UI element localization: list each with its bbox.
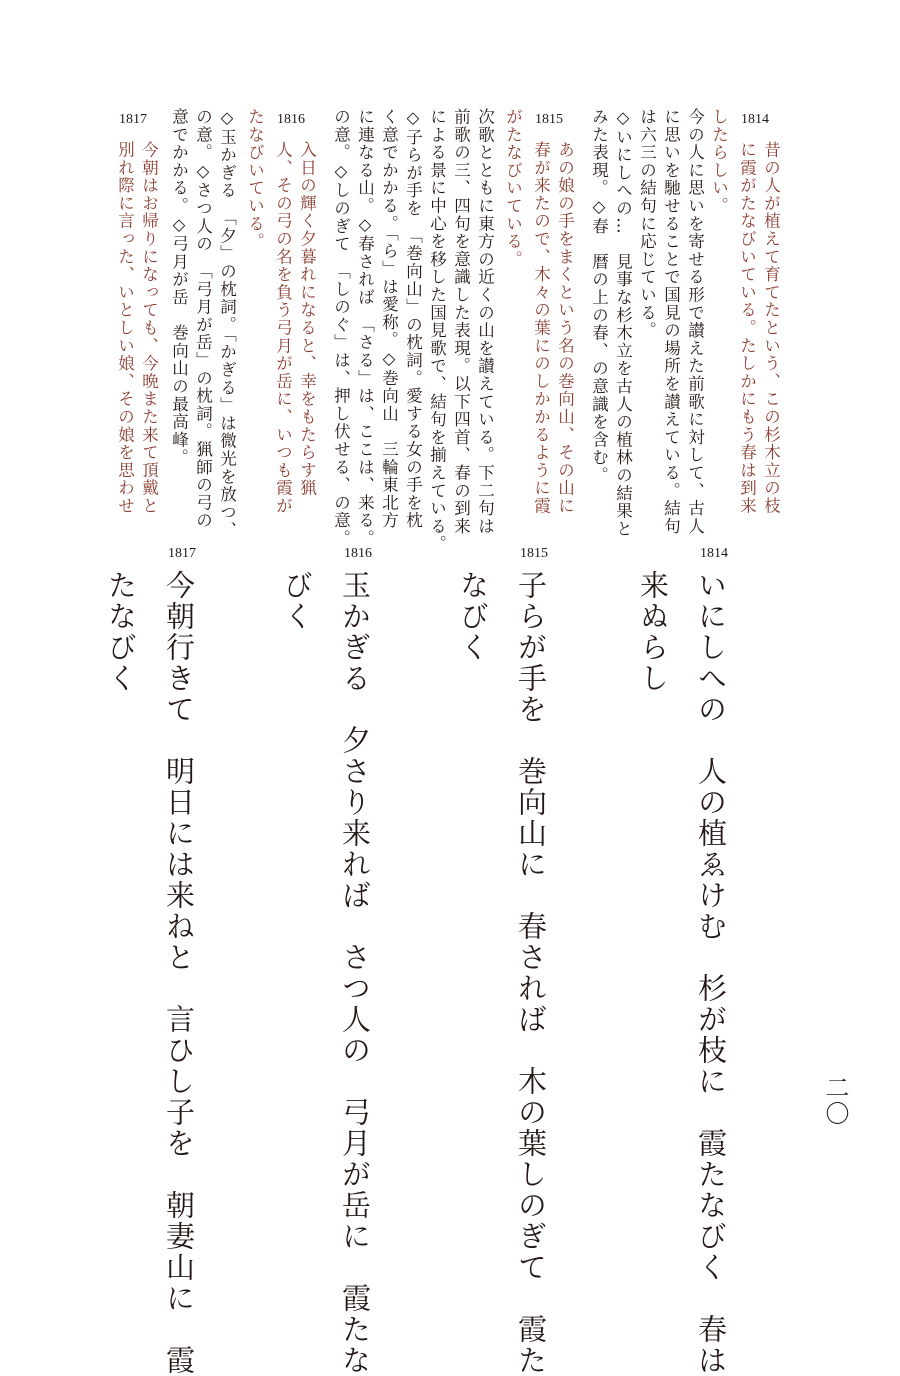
poem-1816-line-1: 玉かぎる 夕さり来れば さつ人の 弓月が岳に 霞たな (338, 570, 372, 1376)
note-1814-commentary-line-1: 今の人に思いを寄せる形で讃えた前歌に対して、古人 (685, 108, 705, 536)
poem-number-1815: 1815 (520, 546, 548, 561)
note-1815-commentary-line-5: く意でかかる。「ら」は愛称。◇巻向山 三輪東北方 (379, 108, 399, 530)
poem-1817-line-2: たなびく (104, 570, 138, 694)
note-1816-translation-line-1: 入日の輝く夕暮れになると、幸をもたらす猟 (297, 141, 317, 497)
note-1816-commentary-line-1: ◇玉かぎる 「夕」の枕詞。「かぎる」は微光を放つ、 (217, 108, 237, 539)
poem-number-1814: 1814 (700, 546, 728, 561)
note-1817-translation-line-1: 今朝はお帰りになっても、今晩また来て頂戴と (139, 141, 159, 515)
note-number-1816: 1816 (277, 112, 305, 127)
note-1814-commentary-line-5: みた表現。◇春 暦の上の春、の意識を含む。 (589, 108, 609, 485)
note-1814-commentary-line-3: は六三の結句に応じている。 (637, 108, 657, 340)
note-1814-commentary-line-4: ◇いにしへの… 見事な杉木立を古人の植林の結果と (613, 108, 633, 538)
poem-1814-line-1: いにしへの 人の植ゑけむ 杉が枝に 霞たなびく 春は (694, 570, 728, 1376)
note-1815-commentary-line-1: 次歌とともに東方の近くの山を讃えている。下二句は (475, 108, 495, 536)
note-1815-translation-line-2: 春が来たので、木々の葉にのしかかるように霞 (531, 141, 551, 515)
note-1814-commentary-line-2: に思いを馳せることで国見の場所を讃えている。結句 (661, 108, 681, 536)
note-number-1814: 1814 (741, 112, 769, 127)
note-number-1815: 1815 (535, 112, 563, 127)
note-1816-commentary-line-3: 意でかかる。◇弓月が岳 巻向山の最高峰。 (169, 108, 189, 467)
note-1816-translation-line-2: 人、その弓の名を負う弓月が岳に、いつも霞が (273, 141, 293, 515)
note-1815-commentary-line-6: に連なる山。◇春されば 「さる」は、ここは、来る。 (355, 108, 375, 548)
note-1814-translation-line-2: に霞がたなびいている。たしかにもう春は到来 (737, 141, 757, 515)
poem-1815-line-1: 子らが手を 巻向山に 春されば 木の葉しのぎて 霞た (514, 570, 548, 1376)
note-1816-commentary-line-2: の意。◇さつ人の 「弓月が岳」の枕詞。猟師の弓の (193, 108, 213, 530)
note-number-1817: 1817 (119, 112, 147, 127)
page-number: 二〇 (821, 1075, 849, 1127)
note-1815-translation-line-3: がたなびいている。 (503, 108, 523, 269)
poem-1816-line-2: びく (280, 570, 314, 632)
note-1814-translation-line-3: したらしい。 (709, 108, 729, 215)
poem-1814-line-2: 来ぬらし (636, 570, 670, 694)
poem-number-1817: 1817 (168, 546, 196, 561)
poem-number-1816: 1816 (344, 546, 372, 561)
note-1815-translation-line-1: あの娘の手をまくという名の巻向山、その山に (555, 141, 575, 515)
note-1815-commentary-line-3: による景に中心を移した国見歌で、結句を揃えている。 (427, 108, 447, 553)
note-1814-translation-line-1: 昔の人が植えて育てたという、この杉木立の枝 (761, 141, 781, 515)
note-1815-commentary-line-2: 前歌の三、四句を意識した表現。以下四首、春の到来 (451, 108, 471, 536)
note-1816-translation-line-3: たなびいている。 (245, 108, 265, 251)
note-1815-commentary-line-4: ◇子らが手を 「巻向山」の枕詞。愛する女の手を枕 (403, 108, 423, 530)
poem-1815-line-2: なびく (456, 570, 490, 663)
note-1815-commentary-line-7: の意。◇しのぎて 「しのぐ」は、押し伏せる、の意。 (331, 108, 351, 548)
note-1817-translation-line-2: 別れ際に言った、いとしい娘、その娘を思わせ (115, 141, 135, 515)
poem-1817-line-1: 今朝行きて 明日には来ねと 言ひし子を 朝妻山に 霞 (162, 570, 196, 1376)
